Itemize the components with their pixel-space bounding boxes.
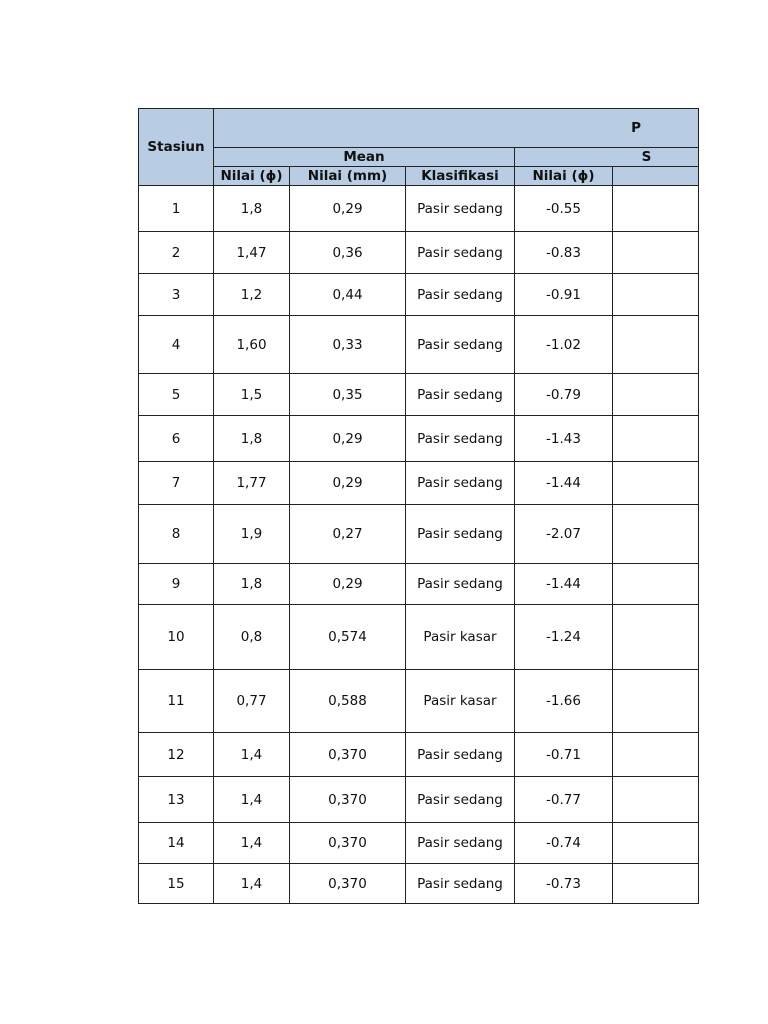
table-row (139, 232, 699, 274)
cell-phi: 1,60 (214, 316, 290, 374)
cell-phi: 1,77 (214, 462, 290, 505)
cell-class: Pasir kasar (406, 605, 515, 670)
header-group-top (214, 109, 699, 148)
header-col-mm: Nilai (mm) (290, 167, 406, 186)
cell-mm: 0,35 (290, 374, 406, 416)
cell-class: Pasir sedang (406, 416, 515, 462)
table-row (139, 374, 699, 416)
cell-mm: 0,574 (290, 605, 406, 670)
cell-phi2: -1.02 (515, 316, 613, 374)
cell-hidden (613, 564, 699, 605)
cell-station: 1 (139, 186, 214, 232)
cell-mm: 0,44 (290, 274, 406, 316)
cell-phi: 1,4 (214, 733, 290, 777)
cell-hidden (613, 274, 699, 316)
cell-hidden (613, 316, 699, 374)
cell-phi: 1,8 (214, 186, 290, 232)
cell-station: 2 (139, 232, 214, 274)
table-row (139, 670, 699, 733)
cell-phi: 0,77 (214, 670, 290, 733)
cell-class: Pasir sedang (406, 777, 515, 823)
cell-station: 3 (139, 274, 214, 316)
table-row (139, 733, 699, 777)
cell-class: Pasir sedang (406, 274, 515, 316)
header-col-phi: Nilai (ϕ) (214, 167, 290, 186)
table-row (139, 316, 699, 374)
cell-class: Pasir sedang (406, 232, 515, 274)
cell-station: 11 (139, 670, 214, 733)
cell-hidden (613, 605, 699, 670)
cell-phi: 1,4 (214, 823, 290, 864)
table-row (139, 186, 699, 232)
cell-mm: 0,370 (290, 864, 406, 904)
table-row (139, 274, 699, 316)
cell-hidden (613, 505, 699, 564)
cell-phi2: -2.07 (515, 505, 613, 564)
cell-phi: 1,8 (214, 416, 290, 462)
header-mean: Mean (214, 148, 515, 167)
cell-mm: 0,33 (290, 316, 406, 374)
header-second-group-label: S (641, 149, 652, 165)
cell-phi2: -1.44 (515, 462, 613, 505)
cell-phi: 1,4 (214, 777, 290, 823)
table-row (139, 777, 699, 823)
table-row (139, 823, 699, 864)
cell-station: 6 (139, 416, 214, 462)
cell-phi: 1,4 (214, 864, 290, 904)
header-second-group (515, 148, 699, 167)
cell-phi: 1,5 (214, 374, 290, 416)
cell-hidden (613, 186, 699, 232)
cell-mm: 0,588 (290, 670, 406, 733)
cell-mm: 0,27 (290, 505, 406, 564)
cell-phi2: -0.83 (515, 232, 613, 274)
cell-station: 9 (139, 564, 214, 605)
cell-mm: 0,29 (290, 462, 406, 505)
cell-mm: 0,370 (290, 777, 406, 823)
table-row (139, 564, 699, 605)
cell-hidden (613, 733, 699, 777)
cell-class: Pasir sedang (406, 374, 515, 416)
cell-class: Pasir sedang (406, 462, 515, 505)
cell-hidden (613, 232, 699, 274)
sediment-table (138, 108, 699, 904)
header-group-top-label: P (631, 120, 641, 136)
cell-hidden (613, 416, 699, 462)
cell-class: Pasir sedang (406, 864, 515, 904)
cell-phi2: -1.44 (515, 564, 613, 605)
header-col-hidden (613, 167, 699, 186)
cell-station: 12 (139, 733, 214, 777)
cell-phi2: -1.66 (515, 670, 613, 733)
table-viewport (138, 108, 652, 906)
cell-phi2: -1.24 (515, 605, 613, 670)
cell-phi: 0,8 (214, 605, 290, 670)
cell-class: Pasir sedang (406, 564, 515, 605)
cell-phi2: -0.79 (515, 374, 613, 416)
cell-station: 5 (139, 374, 214, 416)
cell-phi2: -0.71 (515, 733, 613, 777)
cell-station: 10 (139, 605, 214, 670)
cell-hidden (613, 374, 699, 416)
cell-phi2: -0.55 (515, 186, 613, 232)
table-row (139, 505, 699, 564)
table-row (139, 605, 699, 670)
cell-mm: 0,29 (290, 564, 406, 605)
cell-station: 4 (139, 316, 214, 374)
cell-mm: 0,36 (290, 232, 406, 274)
cell-hidden (613, 823, 699, 864)
cell-mm: 0,29 (290, 186, 406, 232)
cell-phi2: -0.73 (515, 864, 613, 904)
cell-phi2: -0.77 (515, 777, 613, 823)
header-station: Stasiun (139, 109, 214, 186)
cell-hidden (613, 864, 699, 904)
table-row (139, 416, 699, 462)
cell-phi2: -1.43 (515, 416, 613, 462)
cell-mm: 0,370 (290, 823, 406, 864)
cell-station: 15 (139, 864, 214, 904)
table-body (139, 186, 699, 904)
cell-class: Pasir sedang (406, 316, 515, 374)
header-col-class: Klasifikasi (406, 167, 515, 186)
cell-phi2: -0.74 (515, 823, 613, 864)
table-row (139, 462, 699, 505)
cell-mm: 0,370 (290, 733, 406, 777)
cell-class: Pasir sedang (406, 823, 515, 864)
cell-phi: 1,9 (214, 505, 290, 564)
cell-phi: 1,47 (214, 232, 290, 274)
cell-class: Pasir sedang (406, 733, 515, 777)
cell-mm: 0,29 (290, 416, 406, 462)
cell-class: Pasir kasar (406, 670, 515, 733)
table-row (139, 864, 699, 904)
cell-phi: 1,8 (214, 564, 290, 605)
cell-class: Pasir sedang (406, 186, 515, 232)
cell-phi: 1,2 (214, 274, 290, 316)
cell-phi2: -0.91 (515, 274, 613, 316)
cell-station: 13 (139, 777, 214, 823)
cell-hidden (613, 777, 699, 823)
cell-station: 14 (139, 823, 214, 864)
cell-class: Pasir sedang (406, 505, 515, 564)
cell-station: 7 (139, 462, 214, 505)
cell-hidden (613, 462, 699, 505)
cell-station: 8 (139, 505, 214, 564)
header-col-phi2: Nilai (ϕ) (515, 167, 613, 186)
cell-hidden (613, 670, 699, 733)
